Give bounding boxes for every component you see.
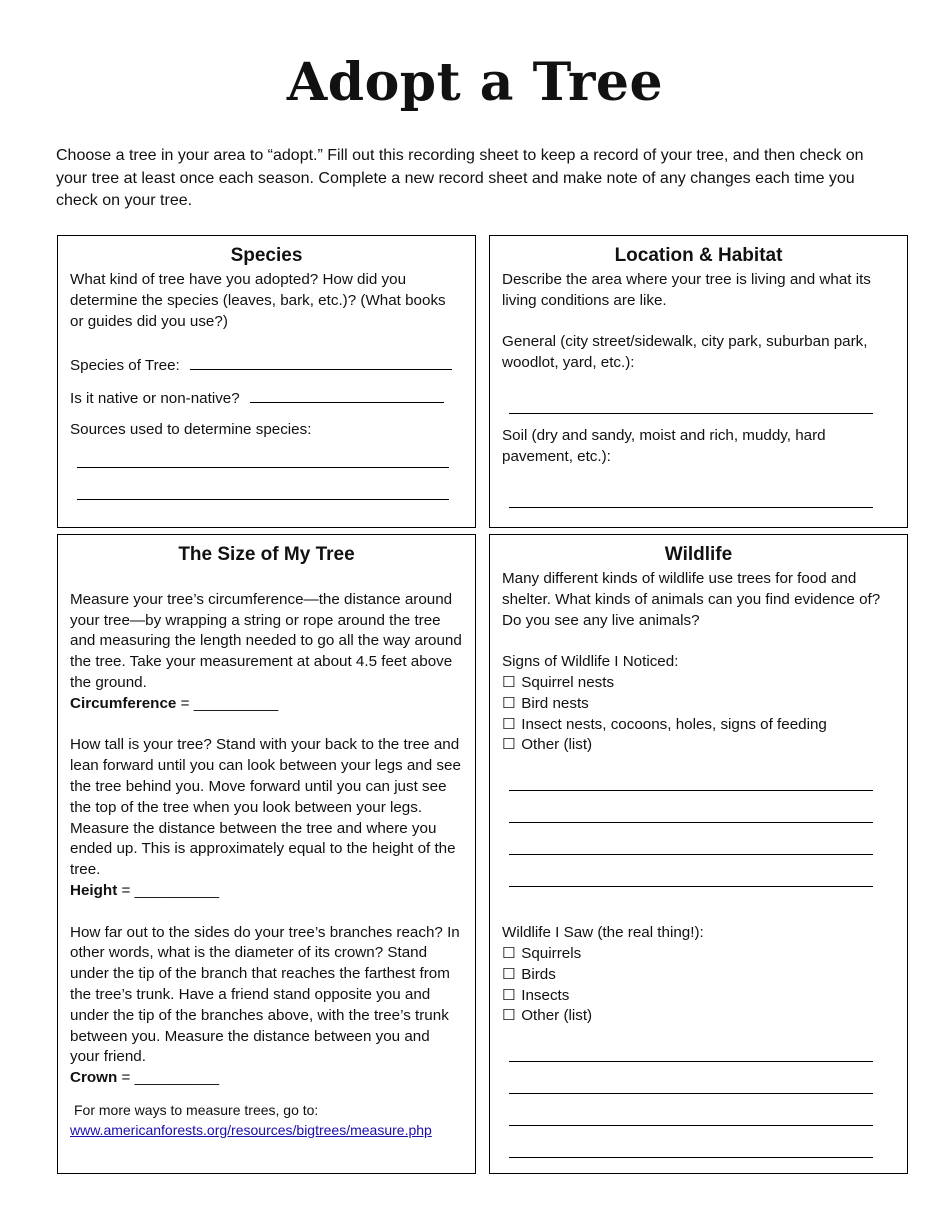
circumference-blank[interactable]: __________ [193, 694, 279, 712]
general-label: General (city street/sidewalk, city park, suburban park, woodlot, yard, etc.): [502, 333, 868, 372]
sources-line-1[interactable] [77, 466, 449, 468]
species-section [57, 235, 476, 528]
checkbox-icon[interactable]: ☐ [502, 944, 516, 962]
crown-label: Crown [70, 1069, 118, 1087]
checkbox-icon[interactable]: ☐ [502, 673, 516, 691]
checkbox-label: Birds [521, 965, 556, 983]
height-label: Height [70, 881, 118, 899]
location-heading: Location & Habitat [614, 245, 783, 266]
crown-equals: = [121, 1069, 131, 1087]
circumference-field[interactable] [70, 694, 463, 715]
checkbox-icon[interactable]: ☐ [502, 715, 516, 733]
general-line[interactable] [509, 412, 873, 414]
species-heading: Species [230, 245, 303, 266]
size-section [57, 534, 476, 1174]
more-info-link-wrap [70, 1120, 463, 1142]
page-title: Adopt a Tree [286, 52, 664, 113]
crown-field[interactable] [70, 1068, 463, 1089]
checkbox-birds[interactable] [502, 965, 895, 986]
species-of-tree-label: Species of Tree: [70, 357, 180, 375]
crown-text: How far out to the sides do your tree’s branches reach? In other words, what is the diameter of its crown? Stand under the tip of the branch that reaches the farthest from the tree’s trunk. Have a friend stand opposite you and under the tip of the branches above, with the tree’s trunk between you. Measure the distance between you and your friend. [70, 923, 460, 1066]
saw-label: Wildlife I Saw (the real thing!): [502, 924, 704, 942]
signs-line-3[interactable] [509, 853, 873, 855]
soil-label: Soil (dry and sandy, moist and rich, muddy, hard pavement, etc.): [502, 426, 826, 465]
checkbox-label: Other (list) [521, 1007, 593, 1025]
species-of-tree-field[interactable] [70, 354, 463, 377]
saw-line-3[interactable] [509, 1124, 873, 1126]
checkbox-signs-other[interactable] [502, 735, 895, 756]
checkbox-label: Squirrel nests [521, 673, 615, 691]
checkbox-icon[interactable]: ☐ [502, 736, 516, 754]
checkbox-label: Insects [521, 986, 570, 1004]
location-description: Describe the area where your tree is living and what its living conditions are like. [502, 271, 871, 309]
height-equals: = [121, 881, 131, 899]
saw-line-1[interactable] [509, 1060, 873, 1062]
crown-blank[interactable]: __________ [134, 1069, 220, 1087]
native-field[interactable] [70, 387, 463, 410]
wildlife-heading: Wildlife [664, 544, 733, 565]
checkbox-label: Insect nests, cocoons, holes, signs of feeding [521, 715, 827, 733]
height-field[interactable] [70, 881, 463, 902]
native-line[interactable] [250, 387, 444, 403]
checkbox-icon[interactable]: ☐ [502, 965, 516, 983]
checkbox-label: Squirrels [521, 944, 582, 962]
checkbox-squirrel-nests[interactable] [502, 673, 895, 694]
circumference-label: Circumference [70, 694, 177, 712]
checkbox-bird-nests[interactable] [502, 694, 895, 715]
checkbox-label: Bird nests [521, 694, 589, 712]
signs-line-1[interactable] [509, 789, 873, 791]
signs-line-4[interactable] [509, 885, 873, 887]
circumference-equals: = [180, 694, 190, 712]
checkbox-squirrels[interactable] [502, 944, 895, 965]
checkbox-icon[interactable]: ☐ [502, 986, 516, 1004]
native-label: Is it native or non-native? [70, 390, 240, 408]
saw-line-2[interactable] [509, 1092, 873, 1094]
checkbox-insect-nests[interactable] [502, 715, 895, 736]
wildlife-section [489, 534, 908, 1174]
checkbox-icon[interactable]: ☐ [502, 694, 516, 712]
height-blank[interactable]: __________ [134, 881, 220, 899]
sources-line-2[interactable] [77, 498, 449, 500]
checkbox-icon[interactable]: ☐ [502, 1007, 516, 1025]
saw-line-4[interactable] [509, 1156, 873, 1158]
intro-text: Choose a tree in your area to “adopt.” Fill out this recording sheet to keep a record of your tree, and then check on your tree at least once each season. Complete a new record sheet and make note of any changes each time you check on your tree. [56, 147, 864, 209]
checkbox-label: Other (list) [521, 736, 593, 754]
signs-label: Signs of Wildlife I Noticed: [502, 653, 679, 671]
checkbox-saw-other[interactable] [502, 1006, 895, 1027]
signs-line-2[interactable] [509, 821, 873, 823]
circumference-text: Measure your tree’s circumference—the distance around your tree—by wrapping a string or rope around the tree and measuring the length needed to go all the way around the tree. Take your measurement at about 4.5 feet above the ground. [70, 590, 462, 691]
species-of-tree-line[interactable] [190, 354, 452, 370]
wildlife-description: Many different kinds of wildlife use trees for food and shelter. What kinds of animals can you find evidence of? Do you see any live animals? [502, 570, 881, 629]
location-section [489, 235, 908, 528]
height-text: How tall is your tree? Stand with your back to the tree and lean forward until you can look between your legs and see the tree behind you. Move forward until you can just see the top of the tree when you look between your legs. Measure the distance between the tree and where you ended up. This is approximately equal to the height of the tree. [70, 736, 461, 879]
checkbox-insects[interactable] [502, 986, 895, 1007]
size-heading: The Size of My Tree [178, 544, 355, 565]
more-info-link[interactable]: www.americanforests.org/resources/bigtrees/measure.php [70, 1121, 432, 1138]
soil-line[interactable] [509, 506, 873, 508]
sources-label: Sources used to determine species: [70, 420, 312, 438]
more-info-text: For more ways to measure trees, go to: [74, 1101, 319, 1118]
species-description: What kind of tree have you adopted? How did you determine the species (leaves, bark, etc.)? (What books or guides did you use?) [70, 271, 446, 330]
